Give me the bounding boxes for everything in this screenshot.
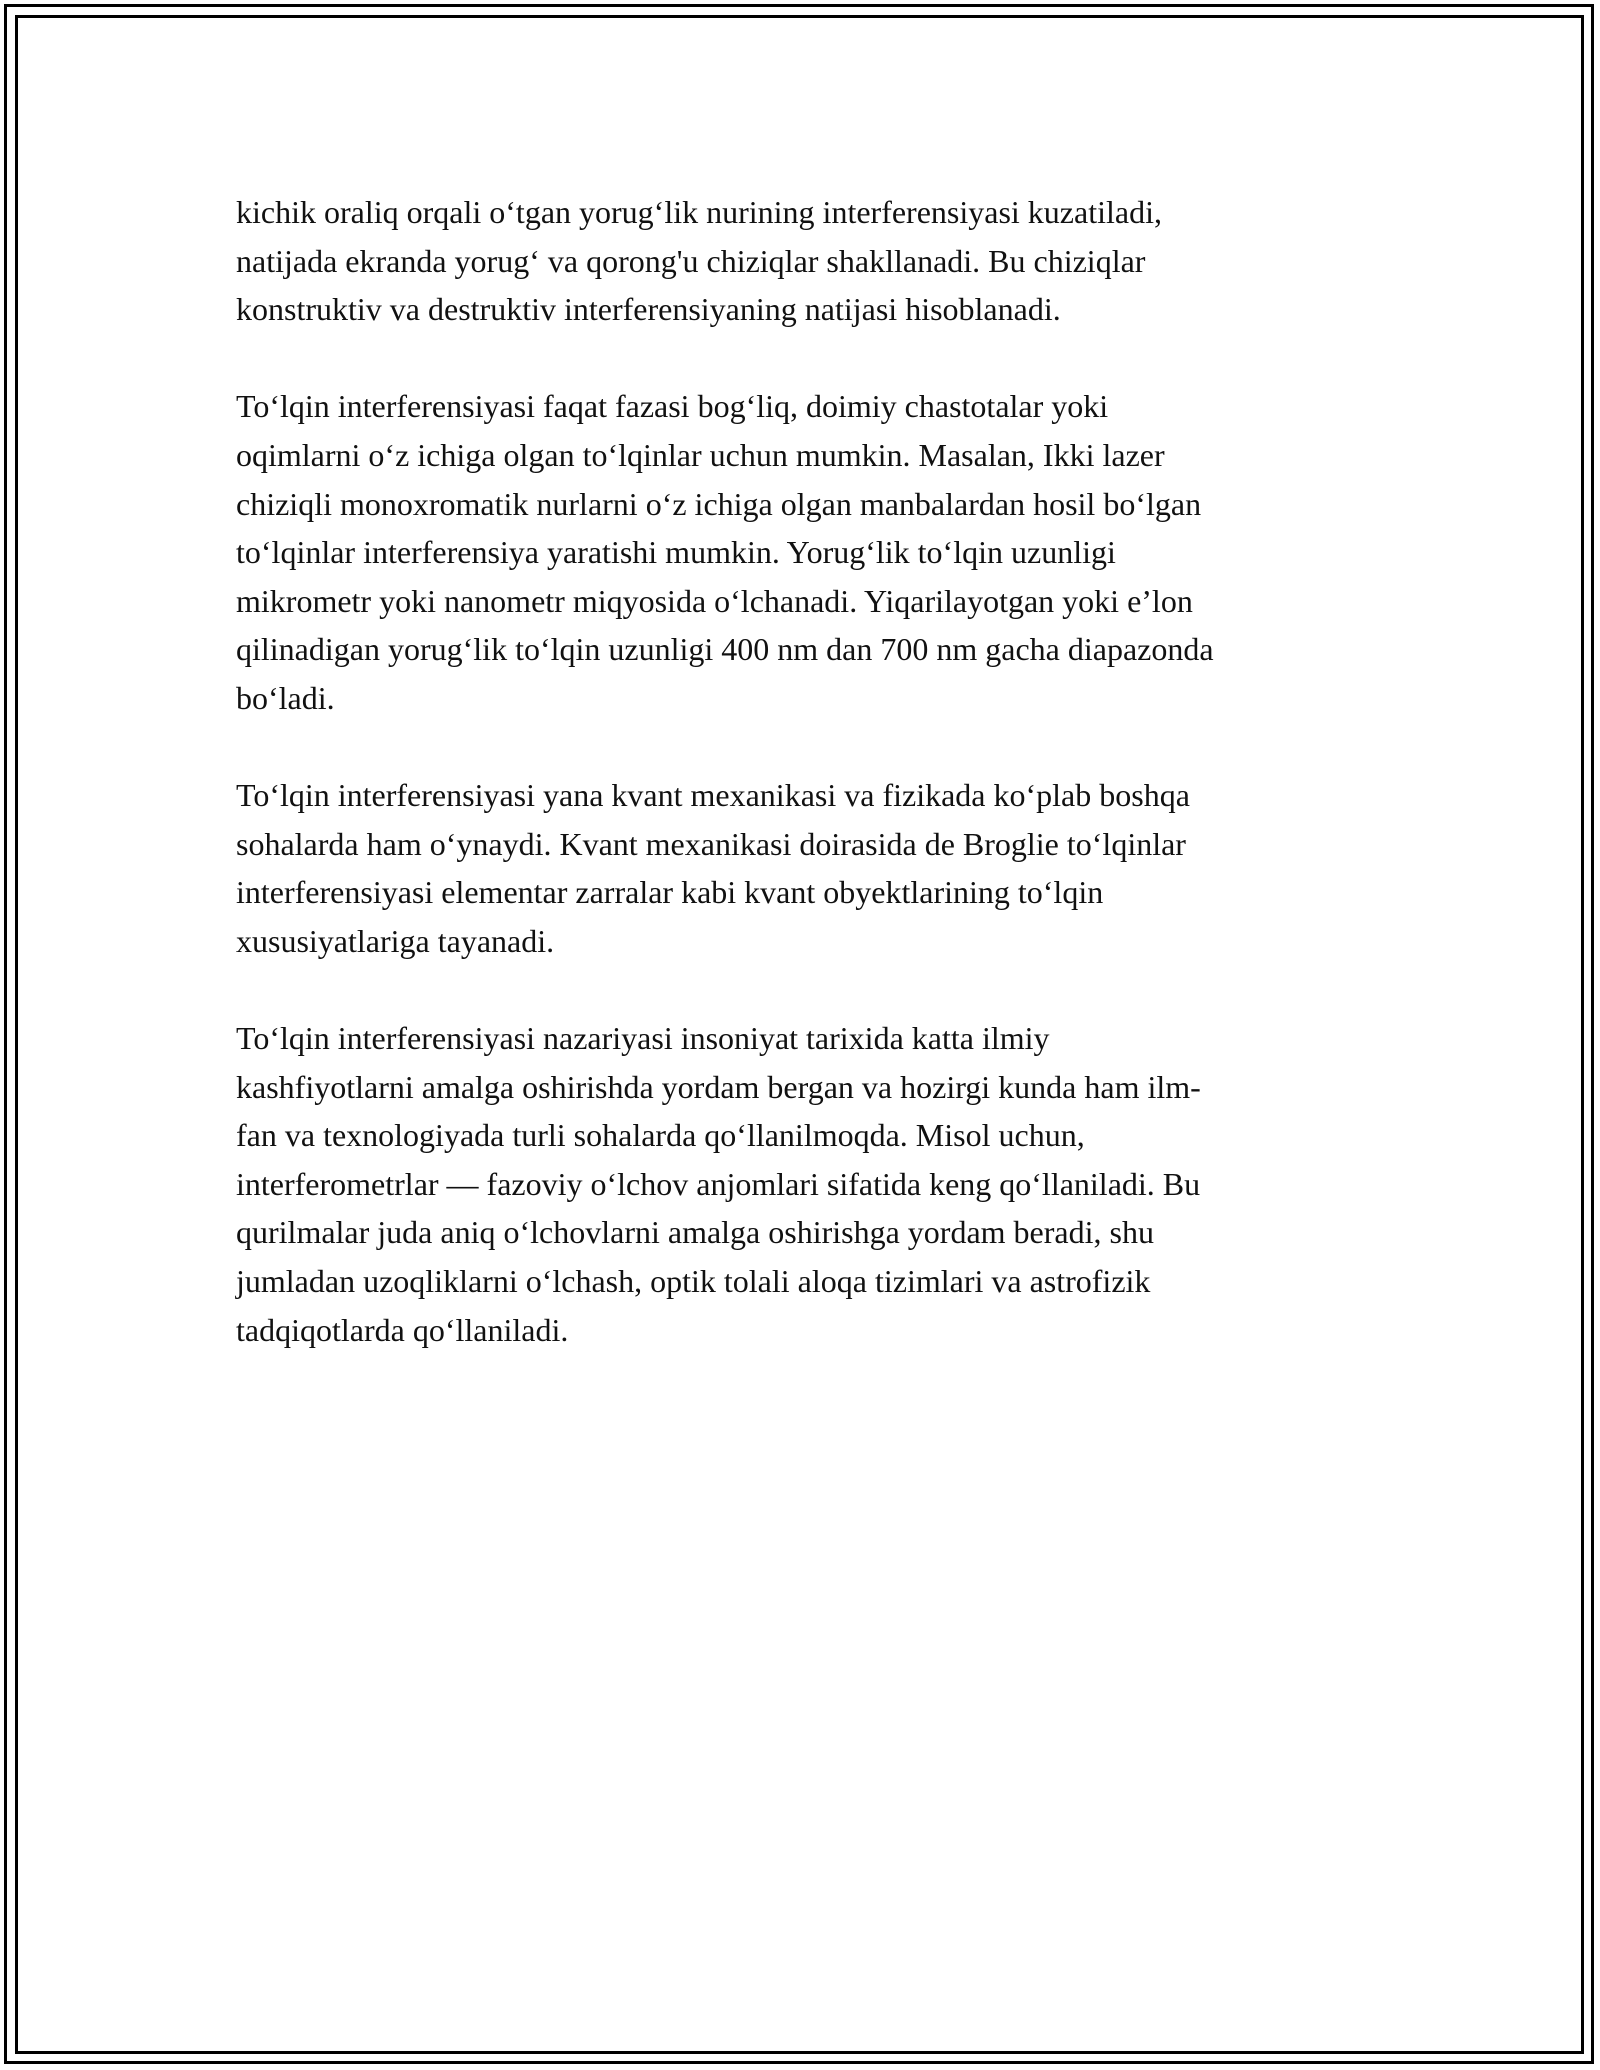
text-line: interferensiyasi elementar zarralar kabi kvant obyektlarining to‘lqin	[236, 874, 1104, 911]
paragraph-4	[236, 1014, 1376, 1354]
text-line: kichik oraliq orqali o‘tgan yorug‘lik nurining interferensiyasi kuzatiladi,	[236, 194, 1162, 230]
text-line: mikrometr yoki nanometr miqyosida o‘lchanadi. Yiqarilayotgan yoki e’lon	[236, 582, 1193, 619]
text-line: To‘lqin interferensiyasi nazariyasi insoniyat tarixida katta ilmiy	[236, 1020, 1050, 1057]
text-line: natijada ekranda yorug‘ va qorong'u chiziqlar shakllanadi. Bu chiziqlar	[236, 242, 1146, 279]
text-line: kashfiyotlarni amalga oshirishda yordam bergan va hozirgi kunda ham ilm-	[236, 1068, 1201, 1105]
paragraph-3	[236, 771, 1376, 965]
paragraph-2	[236, 382, 1376, 722]
text-line: To‘lqin interferensiyasi yana kvant mexanikasi va fizikada ko‘plab boshqa	[236, 777, 1190, 814]
text-line: interferometrlar — fazoviy o‘lchov anjomlari sifatida keng qo‘llaniladi. Bu	[236, 1165, 1201, 1202]
text-line: bo‘ladi.	[236, 679, 335, 716]
text-line: xususiyatlariga tayanadi.	[236, 922, 555, 959]
text-line: konstruktiv va destruktiv interferensiyaning natijasi hisoblanadi.	[236, 291, 1061, 328]
text-line: qurilmalar juda aniq o‘lchovlarni amalga oshirishga yordam beradi, shu	[236, 1214, 1154, 1251]
text-line: tadqiqotlarda qo‘llaniladi.	[236, 1311, 569, 1348]
text-line: to‘lqinlar interferensiya yaratishi mumkin. Yorug‘lik to‘lqin uzunligi	[236, 534, 1116, 571]
text-line: sohalarda ham o‘ynaydi. Kvant mexanikasi doirasida de Broglie to‘lqinlar	[236, 825, 1186, 862]
text-line: chiziqli monoxromatik nurlarni o‘z ichiga olgan manbalardan hosil bo‘lgan	[236, 485, 1202, 522]
paragraph-1	[236, 188, 1376, 334]
text-line: fan va texnologiyada turli sohalarda qo‘llanilmoqda. Misol uchun,	[236, 1117, 1085, 1154]
text-line: qilinadigan yorug‘lik to‘lqin uzunligi 400 nm dan 700 nm gacha diapazonda	[236, 631, 1214, 668]
text-line: To‘lqin interferensiyasi faqat fazasi bog‘liq, doimiy chastotalar yoki	[236, 388, 1109, 425]
document-body	[236, 188, 1376, 1403]
text-line: jumladan uzoqliklarni o‘lchash, optik tolali aloqa tizimlari va astrofizik	[236, 1263, 1151, 1300]
text-line: oqimlarni o‘z ichiga olgan to‘lqinlar uchun mumkin. Masalan, Ikki lazer	[236, 436, 1165, 473]
